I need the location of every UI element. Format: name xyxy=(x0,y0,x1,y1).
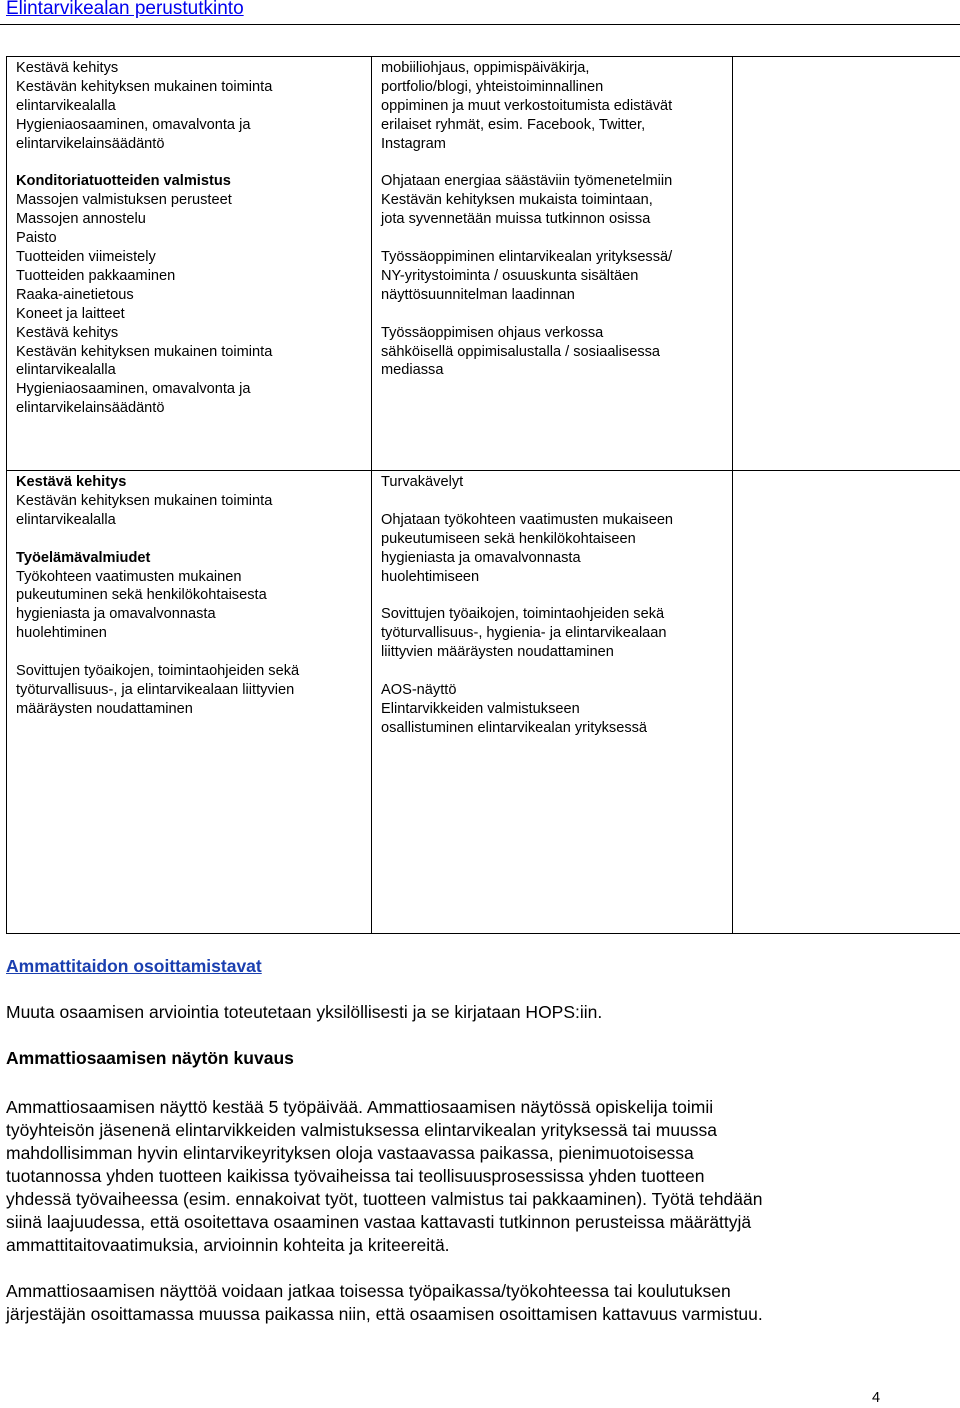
text-line: Massojen valmistuksen perusteet xyxy=(16,192,232,209)
text-line: Instagram xyxy=(381,135,446,152)
text-line: Ohjataan työkohteen vaatimusten mukaiseen xyxy=(381,511,674,528)
text-line: elintarvikealalla xyxy=(16,97,116,114)
paragraph-line: järjestäjän osoittamassa muussa paikassa niin, että osaamisen osoittamisen kattavuus varmistuu. xyxy=(6,1304,763,1324)
paragraph-line: Ammattiosaamisen näyttö kestää 5 työpäivää. Ammattiosaamisen näytössä opiskelija toimii xyxy=(6,1097,714,1117)
text-line: Tuotteiden pakkaaminen xyxy=(16,267,176,284)
text-line: määräysten noudattaminen xyxy=(16,700,193,717)
text-line: hygieniasta ja omavalvonnasta xyxy=(381,549,581,566)
text-line: mediassa xyxy=(381,362,444,379)
text-line: erilaiset ryhmät, esim. Facebook, Twitter, xyxy=(381,116,646,133)
text-block xyxy=(381,605,724,662)
paragraph-line: siinä laajuudessa, että osoitettava osaaminen vastaa kattavasti tutkinnon perusteissa määrättyjä xyxy=(6,1212,752,1232)
text-block xyxy=(381,511,724,587)
table-row xyxy=(7,471,960,934)
text-line: Työkohteen vaatimusten mukainen xyxy=(16,568,242,585)
text-block xyxy=(16,473,363,530)
text-line: työturvallisuus-, hygienia- ja elintarvikealaan xyxy=(381,625,667,642)
text-line: pukeutuminen sekä henkilökohtaisesta xyxy=(16,587,267,604)
text-line: Työssäoppiminen elintarvikealan yrityksessä/ xyxy=(381,249,673,266)
text-line: liittyvien määräysten noudattaminen xyxy=(381,644,614,661)
text-line: NY-yritystoiminta / osuuskunta sisältäen xyxy=(381,267,639,284)
text-line: osallistuminen elintarvikealan yrityksessä xyxy=(381,719,648,736)
text-block xyxy=(381,172,724,229)
text-line: Raaka-ainetietous xyxy=(16,286,134,303)
text-line: huolehtimiseen xyxy=(381,568,480,585)
text-line: oppiminen ja muut verkostoitumista edistävät xyxy=(381,97,673,114)
text-line: Kestävän kehityksen mukainen toiminta xyxy=(16,78,273,95)
text-line: Sovittujen työaikojen, toimintaohjeiden sekä xyxy=(381,606,665,623)
text-block xyxy=(381,248,724,305)
text-block xyxy=(16,172,363,418)
text-line: AOS-näyttö xyxy=(381,681,457,698)
text-line: sähköisellä oppimisalustalla / sosiaalisessa xyxy=(381,343,661,360)
text-line: Paisto xyxy=(16,230,57,247)
paragraph-description xyxy=(6,1096,906,1257)
cell-methods xyxy=(372,471,733,934)
cell-contents xyxy=(7,471,372,934)
text-line: elintarvikealalla xyxy=(16,362,116,379)
cell-empty xyxy=(733,471,960,934)
table-row xyxy=(7,57,960,471)
text-line: Työssäoppimisen ohjaus verkossa xyxy=(381,324,604,341)
text-block xyxy=(381,681,724,738)
text-line: Ohjataan energiaa säästäviin työmenetelmiin xyxy=(381,173,673,190)
text-line: Sovittujen työaikojen, toimintaohjeiden sekä xyxy=(16,663,300,680)
text-block xyxy=(381,473,724,492)
assessment-note: Muuta osaamisen arviointia toteutetaan yksilöllisesti ja se kirjataan HOPS:iin. xyxy=(6,1002,603,1022)
text-line: Elintarvikkeiden valmistukseen xyxy=(381,700,580,717)
section-heading: Ammattiosaamisen näytön kuvaus xyxy=(6,1048,294,1068)
content-table xyxy=(6,56,960,934)
page-number: 4 xyxy=(872,1390,881,1406)
paragraph-line: tuotannossa yhden tuotteen kaikissa työvaiheissa tai teollisuusprosessissa yhden tuotteen xyxy=(6,1166,705,1186)
block-heading: Konditoriatuotteiden valmistus xyxy=(16,173,231,190)
block-heading: Kestävä kehitys xyxy=(16,474,127,490)
text-line: Kestävä kehitys xyxy=(16,324,119,341)
text-line: Koneet ja laitteet xyxy=(16,305,125,322)
text-line: mobiiliohjaus, oppimispäiväkirja, xyxy=(381,60,590,76)
text-block xyxy=(381,324,724,381)
cell-empty xyxy=(733,57,960,471)
text-line: elintarvikealalla xyxy=(16,511,116,528)
paragraph-line: mahdollisimman hyvin elintarvikeyrityksen oloja vastaavassa paikassa, pienimuotoisessa xyxy=(6,1143,694,1163)
paragraph-line: ammattitaitovaatimuksia, arvioinnin kohteita ja kriteereitä. xyxy=(6,1235,450,1255)
text-line: pukeutumiseen sekä henkilökohtaiseen xyxy=(381,530,636,547)
text-line: Massojen annostelu xyxy=(16,211,146,228)
header-divider xyxy=(0,24,960,25)
text-line: näyttösuunnitelman laadinnan xyxy=(381,286,575,303)
text-block xyxy=(16,662,363,719)
text-line: elintarvikelainsäädäntö xyxy=(16,135,165,152)
text-line: Hygieniaosaaminen, omavalvonta ja xyxy=(16,116,251,133)
text-block xyxy=(16,549,363,644)
paragraph-line: työyhteisön jäsenenä elintarvikkeiden valmistuksessa elintarvikealan yrityksessä tai muussa xyxy=(6,1120,718,1140)
text-line: Kestävä kehitys xyxy=(16,60,119,76)
cell-methods xyxy=(372,57,733,471)
text-line: Kestävän kehityksen mukainen toiminta xyxy=(16,492,273,509)
block-heading: Työelämävalmiudet xyxy=(16,549,151,566)
text-line: huolehtiminen xyxy=(16,625,107,642)
text-line: portfolio/blogi, yhteistoiminnallinen xyxy=(381,78,604,95)
paragraph-line: yhdessä työvaiheessa (esim. ennakoivat työt, tuotteen valmistus tai pakkaaminen). Työtä tehdään xyxy=(6,1189,763,1209)
text-line: jota syvennetään muissa tutkinnon osissa xyxy=(381,211,651,228)
text-line: Kestävän kehityksen mukaista toimintaan, xyxy=(381,192,653,209)
cell-contents xyxy=(7,57,372,471)
text-line: hygieniasta ja omavalvonnasta xyxy=(16,606,216,623)
text-line: Hygieniaosaaminen, omavalvonta ja xyxy=(16,381,251,398)
text-line: työturvallisuus-, ja elintarvikealaan liittyvien xyxy=(16,681,295,698)
text-line: Tuotteiden viimeistely xyxy=(16,249,156,266)
text-line: Turvakävelyt xyxy=(381,474,464,490)
paragraph-line: Ammattiosaamisen näyttöä voidaan jatkaa toisessa työpaikassa/työkohteessa tai koulutuksen xyxy=(6,1281,731,1301)
text-block xyxy=(16,59,363,154)
document-title-link[interactable]: Elintarvikealan perustutkinto xyxy=(6,0,244,19)
text-line: elintarvikelainsäädäntö xyxy=(16,400,165,417)
text-block xyxy=(381,59,724,154)
text-line: Kestävän kehityksen mukainen toiminta xyxy=(16,343,273,360)
paragraph-continuation xyxy=(6,1280,906,1326)
section-heading-link[interactable]: Ammattitaidon osoittamistavat xyxy=(6,956,262,976)
